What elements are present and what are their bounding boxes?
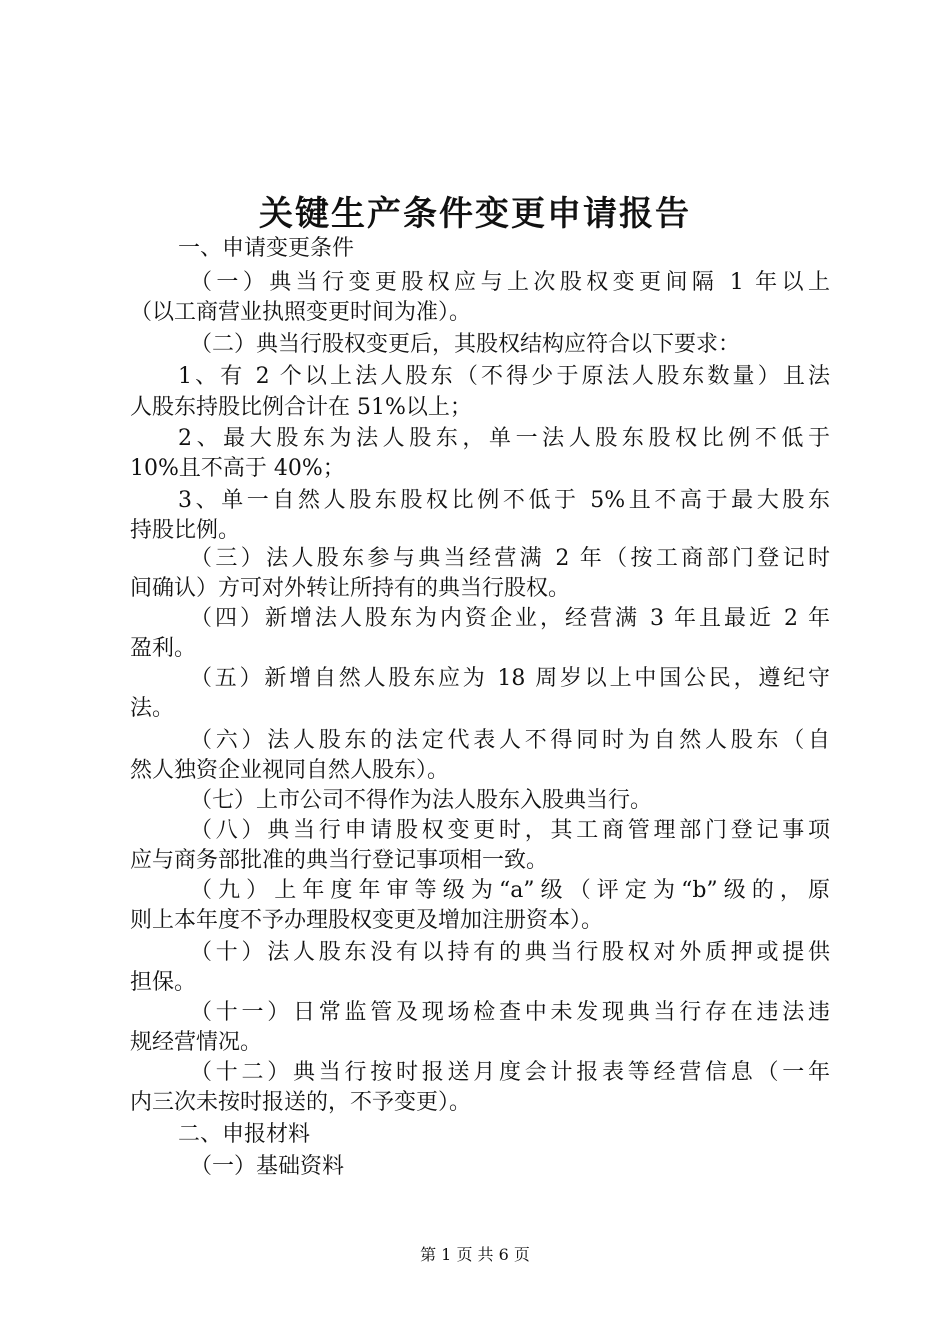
document-title: 关键生产条件变更申请报告 [259,194,691,234]
paragraph-line: （以工商营业执照变更时间为准）。 [130,300,472,325]
paragraph-line: （五）新增自然人股东应为 18 周岁以上中国公民，遵纪守 [190,666,830,691]
paragraph-line: （十）法人股东没有以持有的典当行股权对外质押或提供 [190,940,830,965]
paragraph-line: 10%且不高于 40%； [130,456,345,481]
paragraph-line: 规经营情况。 [130,1030,263,1055]
subsection-heading: （一）基础资料 [190,1154,345,1179]
paragraph-line: （四）新增法人股东为内资企业，经营满 3 年且最近 2 年 [190,606,830,631]
paragraph-line: （七）上市公司不得作为法人股东入股典当行。 [190,788,653,813]
paragraph-line: （十二）典当行按时报送月度会计报表等经营信息（一年 [190,1060,830,1085]
paragraph-line: （六）法人股东的法定代表人不得同时为自然人股东（自 [190,728,830,753]
paragraph-line: 然人独资企业视同自然人股东）。 [130,758,450,783]
paragraph-line: 2、最大股东为法人股东，单一法人股东股权比例不低于 [178,426,830,451]
paragraph-line: 盈利。 [130,636,197,661]
paragraph-line: 法。 [130,696,175,721]
paragraph-line: （三）法人股东参与典当经营满 2 年（按工商部门登记时 [190,546,830,571]
paragraph-line: （二）典当行股权变更后，其股权结构应符合以下要求： [190,332,741,357]
paragraph-line: （一）典当行变更股权应与上次股权变更间隔 1 年以上 [190,270,830,295]
paragraph-line: 则上本年度不予办理股权变更及增加注册资本）。 [130,908,604,933]
paragraph-line: 间确认）方可对外转让所持有的典当行股权。 [130,576,571,601]
paragraph-line: 持股比例。 [130,518,241,543]
page-footer: 第 1 页 共 6 页 [420,1245,530,1264]
paragraph-line: 担保。 [130,970,197,995]
section-heading: 二、申报材料 [178,1122,311,1147]
paragraph-line: （九）上年度年审等级为“a”级（评定为“b”级的，原 [190,878,830,903]
paragraph-line: 内三次未按时报送的，不予变更）。 [130,1090,472,1115]
paragraph-line: 应与商务部批准的典当行登记事项相一致。 [130,848,549,873]
paragraph-line: 1、有 2 个以上法人股东（不得少于原法人股东数量）且法 [178,364,830,389]
paragraph-line: 3、单一自然人股东股权比例不低于 5%且不高于最大股东 [178,488,830,513]
section-heading: 一、申请变更条件 [178,236,355,261]
paragraph-line: 人股东持股比例合计在 51%以上； [130,395,472,420]
paragraph-line: （十一）日常监管及现场检查中未发现典当行存在违法违 [190,1000,830,1025]
paragraph-line: （八）典当行申请股权变更时，其工商管理部门登记事项 [190,818,830,843]
